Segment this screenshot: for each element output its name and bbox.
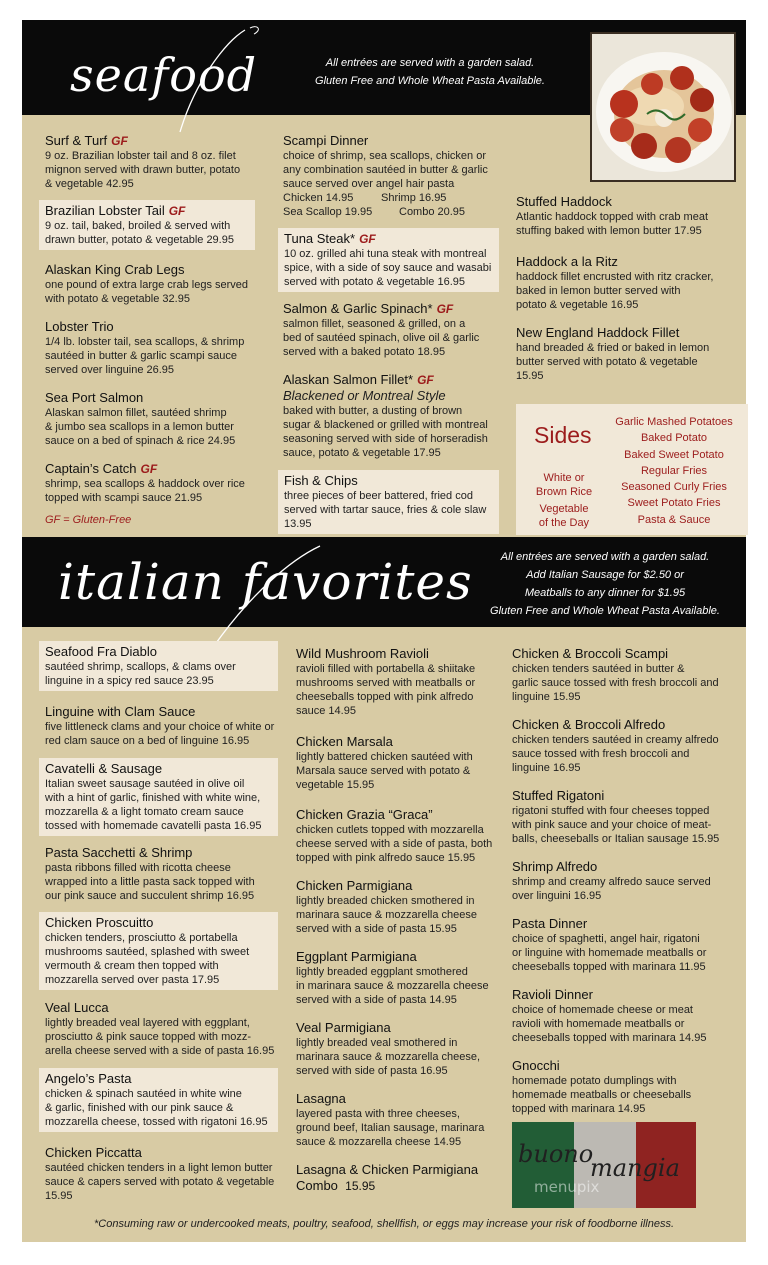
item-desc: with potato & vegetable 32.95 — [45, 293, 190, 305]
menu-item — [296, 646, 506, 718]
item-desc: vermouth & cream then topped with — [45, 960, 219, 972]
item-desc: seasoning served with side of horseradish — [283, 433, 488, 445]
menu-item — [278, 470, 499, 534]
item-desc: mozzarella served over pasta 17.95 — [45, 974, 220, 986]
item-desc: served with side of pasta 16.95 — [296, 1065, 448, 1077]
gf-badge: GF — [111, 134, 128, 148]
side-option-line: Vegetable — [539, 503, 589, 515]
item-desc: garlic sauce tossed with fresh broccoli and — [512, 677, 719, 689]
side-option-line: of the Day — [538, 517, 590, 529]
menu-item — [296, 807, 506, 865]
item-name: Linguine with Clam Sauce — [45, 704, 196, 719]
item-desc: mushrooms served with meatballs or — [296, 677, 476, 689]
item-name: Chicken Proscuitto — [45, 915, 154, 930]
item-name: Chicken & Broccoli Alfredo — [512, 717, 666, 732]
item-name: Shrimp Alfredo — [512, 859, 598, 874]
item-name-row — [296, 1178, 506, 1194]
item-desc: wrapped into a little pasta sack topped with — [45, 876, 255, 888]
item-desc: rigatoni stuffed with four cheeses topped — [512, 805, 710, 817]
menu-item — [512, 987, 738, 1045]
item-desc: served with a baked potato 18.95 — [283, 346, 446, 358]
item-desc: baked with butter, a dusting of brown — [283, 405, 463, 417]
item-name: Ravioli Dinner — [512, 987, 593, 1002]
item-desc: 13.95 — [284, 518, 312, 530]
item-desc: shrimp, sea scallops & haddock over rice — [45, 478, 245, 490]
item-name: Veal Lucca — [45, 1000, 109, 1015]
item-desc: red clam sauce on a bed of linguine 16.95 — [45, 735, 250, 747]
item-desc: cheeseballs topped with pink alfredo — [296, 691, 474, 703]
menu-item — [283, 301, 503, 359]
item-desc: choice of spaghetti, angel hair, rigatoni — [512, 933, 700, 945]
item-name-row — [45, 461, 270, 477]
item-desc: hand breaded & fried or baked in lemon — [516, 342, 710, 354]
item-name: Alaskan King Crab Legs — [45, 262, 185, 277]
side-option-line: Brown Rice — [535, 486, 593, 498]
item-desc: choice of homemade cheese or meat — [512, 1004, 693, 1016]
item-desc: marinara sauce & mozzarella cheese, — [296, 1051, 481, 1063]
item-name: Chicken Grazia “Graca” — [296, 807, 433, 822]
item-desc: Alaskan salmon fillet, sautéed shrimp — [45, 407, 227, 419]
mangia-text: mangia — [590, 1154, 680, 1182]
menu-item — [45, 461, 270, 505]
item-name: Surf & Turf — [45, 133, 108, 148]
item-desc: lightly breaded chicken smothered in — [296, 895, 475, 907]
menu-item — [45, 704, 290, 748]
item-name: Cavatelli & Sausage — [45, 761, 163, 776]
item-desc: sautéed in butter & garlic scampi sauce — [45, 350, 237, 362]
item-name: Lasagna — [296, 1091, 346, 1106]
menu-item — [512, 717, 738, 775]
item-desc: or linguine with homemade meatballs or — [512, 947, 707, 959]
side-option — [524, 502, 604, 530]
italian-title: italian favorites — [58, 553, 473, 611]
item-desc: Italian sweet sausage sautéed in olive oil — [45, 778, 245, 790]
sides-list — [604, 414, 744, 528]
item-desc: one pound of extra large crab legs served — [45, 279, 249, 291]
buono-text: buono — [518, 1140, 594, 1168]
item-desc: shrimp and creamy alfredo sauce served — [512, 876, 711, 888]
menu-item — [45, 1000, 290, 1058]
item-desc: 15.95 — [45, 1190, 73, 1202]
item-desc: lightly battered chicken sautéed with — [296, 751, 473, 763]
item-desc: arella cheese served with a side of pasta 16.95 — [45, 1045, 275, 1057]
item-desc: sauce served over angel hair pasta — [283, 178, 455, 190]
item-desc: chicken tenders sautéed in creamy alfredo — [512, 734, 719, 746]
item-name: Brazilian Lobster Tail — [45, 203, 165, 218]
italian-note-line: Meatballs to any dinner for $1.95 — [524, 587, 686, 599]
item-desc: mushrooms sautéed, splashed with sweet — [45, 946, 250, 958]
item-desc: linguine 15.95 — [512, 691, 581, 703]
seafood-note — [300, 54, 560, 90]
item-desc: baked in lemon butter served with — [516, 285, 681, 297]
italian-note-line: Gluten Free and Whole Wheat Pasta Available. — [490, 605, 720, 617]
item-desc: linguine 16.95 — [512, 762, 581, 774]
seafood-note-line: All entrées are served with a garden salad. — [325, 57, 535, 69]
menu-item — [283, 372, 508, 460]
menu-item — [283, 133, 503, 219]
item-desc: served with a side of pasta 15.95 — [296, 923, 457, 935]
item-price: 15.95 — [345, 1179, 376, 1193]
item-name-row — [45, 133, 270, 149]
item-desc: mozzarella & a light tomato cream sauce — [45, 806, 244, 818]
side-option-line: White or — [543, 472, 585, 484]
item-desc: 9 oz. Brazilian lobster tail and 8 oz. filet — [45, 150, 236, 162]
item-name: Angelo’s Pasta — [45, 1071, 132, 1086]
side-item: Seasoned Curly Fries — [621, 481, 727, 494]
italian-note — [470, 548, 740, 620]
menu-item — [516, 194, 738, 238]
item-desc: ground beef, Italian sausage, marinara — [296, 1122, 485, 1134]
side-item: Baked Potato — [640, 432, 708, 445]
item-name: Combo — [296, 1178, 338, 1193]
item-name: Veal Parmigiana — [296, 1020, 391, 1035]
item-name: New England Haddock Fillet — [516, 325, 680, 340]
item-desc: three pieces of beer battered, fried cod — [284, 490, 473, 502]
gf-badge: GF — [436, 302, 454, 316]
item-desc: drawn butter, potato & vegetable 29.95 — [45, 234, 234, 246]
item-desc: our pink sauce and succulent shrimp 16.95 — [45, 890, 255, 902]
item-name: Eggplant Parmigiana — [296, 949, 417, 964]
italian-note-line: Add Italian Sausage for $2.50 or — [526, 569, 684, 581]
gluten-free-legend: GF = Gluten-Free — [45, 514, 132, 526]
side-option — [524, 471, 604, 499]
item-name: Wild Mushroom Ravioli — [296, 646, 429, 661]
item-desc: pasta ribbons filled with ricotta cheese — [45, 862, 231, 874]
item-name-row — [284, 231, 493, 247]
item-price: Chicken 14.95 — [283, 192, 354, 204]
item-name: Seafood Fra Diablo — [45, 644, 158, 659]
item-desc: lightly breaded veal smothered in — [296, 1037, 458, 1049]
item-desc: layered pasta with three cheeses, — [296, 1108, 460, 1120]
item-desc: potato & vegetable 16.95 — [516, 299, 639, 311]
item-desc: 9 oz. tail, baked, broiled & served with — [45, 220, 231, 232]
item-desc: topped with marinara 14.95 — [512, 1103, 646, 1115]
menu-item — [512, 788, 738, 846]
item-name: Chicken Parmigiana — [296, 878, 413, 893]
item-desc: sauce tossed with fresh broccoli and — [512, 748, 690, 760]
item-name-row — [283, 301, 503, 317]
item-desc: homemade potato dumplings with — [512, 1075, 677, 1087]
item-desc: sauce, potato & vegetable 17.95 — [283, 447, 441, 459]
menu-item — [296, 1091, 506, 1149]
menu-item — [296, 1020, 506, 1078]
item-desc: 15.95 — [516, 370, 544, 382]
item-desc: 1/4 lb. lobster tail, sea scallops, & shrimp — [45, 336, 245, 348]
menu-item — [45, 319, 270, 377]
item-name-row — [283, 372, 508, 388]
item-desc: topped with scampi sauce 21.95 — [45, 492, 203, 504]
item-desc: sugar & blackened or grilled with montreal — [283, 419, 488, 431]
side-item: Sweet Potato Fries — [627, 497, 721, 510]
menu-item — [39, 641, 278, 691]
item-desc: chicken tenders, prosciutto & portabella — [45, 932, 238, 944]
item-desc: sauce & mozzarella cheese 14.95 — [296, 1136, 462, 1148]
item-desc: homemade meatballs or cheeseballs — [512, 1089, 692, 1101]
seafood-note-line: Gluten Free and Whole Wheat Pasta Available. — [315, 75, 545, 87]
item-desc: tossed with homemade cavatelli pasta 16.95 — [45, 820, 262, 832]
menu-item — [45, 133, 270, 191]
side-item: Regular Fries — [640, 464, 708, 477]
item-desc: any combination sautéed in butter & garlic — [283, 164, 488, 176]
item-desc: butter served with potato & vegetable — [516, 356, 698, 368]
menu-item — [45, 845, 290, 903]
menu-item — [296, 878, 506, 936]
item-desc: chicken tenders sautéed in butter & — [512, 663, 685, 675]
menu-item — [278, 228, 499, 292]
item-desc: bed of sautéed spinach, olive oil & garlic — [283, 332, 480, 344]
item-desc: spice, with a side of soy sauce and wasabi — [284, 262, 492, 274]
item-name-row — [45, 203, 249, 219]
menu-item — [39, 1068, 278, 1132]
menu-item — [39, 758, 278, 836]
item-desc: sautéed shrimp, scallops, & clams over — [45, 661, 236, 673]
menu-item — [512, 1058, 738, 1116]
item-desc: served with tartar sauce, fries & cole slaw — [284, 504, 487, 516]
menu-item — [512, 859, 738, 903]
item-desc: & garlic, finished with our pink sauce & — [45, 1102, 234, 1114]
item-name: Gnocchi — [512, 1058, 560, 1073]
item-desc: sauce on a bed of spinach & rice 24.95 — [45, 435, 236, 447]
gf-badge: GF — [359, 232, 376, 246]
item-desc: vegetable 15.95 — [296, 779, 375, 791]
menu-item — [296, 949, 506, 1007]
item-desc: sauce 14.95 — [296, 705, 356, 717]
item-desc: stuffing baked with lemon butter 17.95 — [516, 225, 702, 237]
item-name: Tuna Steak* — [284, 231, 356, 246]
side-item: Pasta & Sauce — [637, 513, 711, 526]
item-desc: with pink sauce and your choice of meat- — [512, 819, 712, 831]
item-name: Alaskan Salmon Fillet* — [283, 372, 414, 387]
menu-item — [516, 325, 738, 383]
item-name: Stuffed Rigatoni — [512, 788, 605, 803]
italian-title-swash — [180, 540, 330, 650]
menu-item — [296, 734, 506, 792]
item-desc: served over linguine 26.95 — [45, 364, 175, 376]
item-desc: topped with pink alfredo sauce 15.95 — [296, 852, 476, 864]
price-row — [283, 191, 503, 205]
item-desc: cheeseballs topped with marinara 11.95 — [512, 961, 706, 973]
item-name: Captain’s Catch — [45, 461, 137, 476]
item-name: Pasta Dinner — [512, 916, 588, 931]
item-desc: balls, cheeseballs or Italian sausage 15.95 — [512, 833, 720, 845]
item-name: Fish & Chips — [284, 473, 358, 488]
item-name: Chicken Marsala — [296, 734, 393, 749]
item-desc: marinara sauce & mozzarella cheese — [296, 909, 477, 921]
item-desc: cheese served with a side of pasta, both — [296, 838, 493, 850]
gf-badge: GF — [168, 204, 186, 218]
seafood-dish-photo — [590, 32, 736, 182]
item-subtitle: Blackened or Montreal Style — [283, 388, 446, 403]
seafood-title: seafood — [70, 48, 258, 102]
item-desc: sautéed chicken tenders in a light lemon butter — [45, 1162, 273, 1174]
item-desc: haddock fillet encrusted with ritz cracker, — [516, 271, 714, 283]
item-desc: ravioli with homemade meatballs or — [512, 1018, 685, 1030]
item-name: Salmon & Garlic Spinach* — [283, 301, 433, 316]
item-desc: served with a side of pasta 14.95 — [296, 994, 457, 1006]
item-desc: 10 oz. grilled ahi tuna steak with montreal — [284, 248, 487, 260]
item-desc: Marsala sauce served with potato & — [296, 765, 471, 777]
item-desc: in marinara sauce & mozzarella cheese — [296, 980, 489, 992]
menu-item — [39, 912, 278, 990]
item-name: Lobster Trio — [45, 319, 114, 334]
item-desc: with a hint of garlic, finished with white wine, — [45, 792, 261, 804]
item-price: Sea Scallop 19.95 — [283, 206, 373, 218]
item-desc: ravioli filled with portabella & shiitake — [296, 663, 476, 675]
item-desc: sauce & capers served with potato & vegetable — [45, 1176, 275, 1188]
item-name: Chicken & Broccoli Scampi — [512, 646, 669, 661]
item-name: Chicken Piccatta — [45, 1145, 142, 1160]
item-desc: five littleneck clams and your choice of white or — [45, 721, 275, 733]
item-name: Lasagna & Chicken Parmigiana — [296, 1162, 479, 1177]
item-desc: Atlantic haddock topped with crab meat — [516, 211, 709, 223]
price-row — [283, 205, 503, 219]
menu-item — [39, 200, 255, 250]
watermark-text: menupix — [534, 1178, 600, 1196]
menu-item — [45, 262, 270, 306]
item-name: Scampi Dinner — [283, 133, 369, 148]
item-desc: over linguini 16.95 — [512, 890, 602, 902]
menu-item — [296, 1162, 506, 1194]
menu-item — [45, 1145, 290, 1203]
gf-badge: GF — [417, 373, 434, 387]
item-desc: lightly breaded eggplant smothered — [296, 966, 468, 978]
menu-item — [45, 390, 270, 448]
item-desc: mozzarella cheese, tossed with rigatoni 16.95 — [45, 1116, 268, 1128]
item-desc: mignon served with drawn butter, potato — [45, 164, 241, 176]
item-desc: prosciutto & pink sauce topped with mozz- — [45, 1031, 252, 1043]
item-name: Stuffed Haddock — [516, 194, 612, 209]
buono-mangia-image — [512, 1122, 696, 1208]
menu-item — [512, 916, 738, 974]
item-desc: served with potato & vegetable 16.95 — [284, 276, 466, 288]
item-desc: chicken & spinach sautéed in white wine — [45, 1088, 242, 1100]
item-desc: choice of shrimp, sea scallops, chicken or — [283, 150, 486, 162]
side-item: Baked Sweet Potato — [624, 448, 724, 461]
sides-box — [516, 404, 748, 535]
item-desc: linguine in a spicy red sauce 23.95 — [45, 675, 214, 687]
sides-title: Sides — [534, 422, 592, 448]
item-desc: salmon fillet, seasoned & grilled, on a — [283, 318, 466, 330]
item-price: Shrimp 16.95 — [381, 192, 447, 204]
item-desc: & jumbo sea scallops in a lemon butter — [45, 421, 234, 433]
gf-badge: GF — [140, 462, 158, 476]
menu-item — [512, 646, 738, 704]
italian-note-line: All entrées are served with a garden salad. — [500, 551, 710, 563]
item-desc: chicken cutlets topped with mozzarella — [296, 824, 484, 836]
item-desc: cheeseballs topped with marinara 14.95 — [512, 1032, 707, 1044]
item-name: Pasta Sacchetti & Shrimp — [45, 845, 193, 860]
item-price: Combo 20.95 — [399, 206, 466, 218]
item-desc: lightly breaded veal layered with eggplant, — [45, 1017, 250, 1029]
food-safety-disclaimer: *Consuming raw or undercooked meats, poultry, seafood, shellfish, or eggs may increase your risk of foodborne illness. — [93, 1218, 675, 1230]
item-name: Sea Port Salmon — [45, 390, 144, 405]
menu-item — [516, 254, 738, 312]
side-item: Garlic Mashed Potatoes — [615, 416, 733, 428]
item-desc: & vegetable 42.95 — [45, 178, 134, 190]
item-name: Haddock a la Ritz — [516, 254, 618, 269]
